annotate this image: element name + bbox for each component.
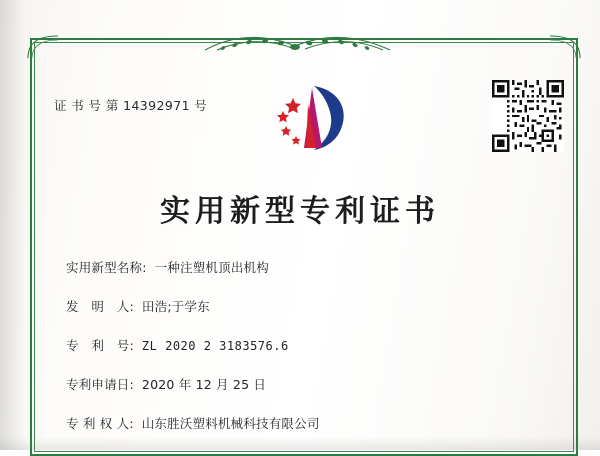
field-row-patentee bbox=[66, 414, 506, 432]
field-label: 专 利 权 人: bbox=[66, 416, 134, 431]
field-label: 专 利 号: bbox=[66, 338, 134, 353]
corner-ornament-icon bbox=[548, 34, 582, 60]
field-row-patent-number bbox=[66, 336, 506, 354]
field-label: 发 明 人: bbox=[66, 299, 134, 314]
field-value: 一种注塑机顶出机构 bbox=[154, 260, 269, 275]
cnipa-patent-logo bbox=[262, 78, 354, 158]
field-value: 田浩;于学东 bbox=[141, 299, 210, 314]
laurel-flourish-icon bbox=[195, 30, 405, 56]
field-row-application-date bbox=[66, 375, 506, 393]
field-row-name bbox=[66, 258, 506, 276]
qr-code bbox=[492, 80, 564, 152]
field-label: 实用新型名称: bbox=[66, 260, 147, 275]
field-row-inventor bbox=[66, 297, 506, 315]
field-value: ZL 2020 2 3183576.6 bbox=[141, 339, 289, 353]
certificate-number: 证 书 号 第 14392971 号 bbox=[54, 98, 208, 113]
field-list bbox=[66, 258, 506, 453]
page-title: 实用新型专利证书 bbox=[160, 194, 440, 229]
field-value: 2020 年 12 月 25 日 bbox=[141, 377, 267, 392]
field-value: 山东胜沃塑料机械科技有限公司 bbox=[141, 416, 320, 431]
corner-ornament-icon bbox=[26, 34, 60, 60]
field-label: 专利申请日: bbox=[66, 377, 134, 392]
